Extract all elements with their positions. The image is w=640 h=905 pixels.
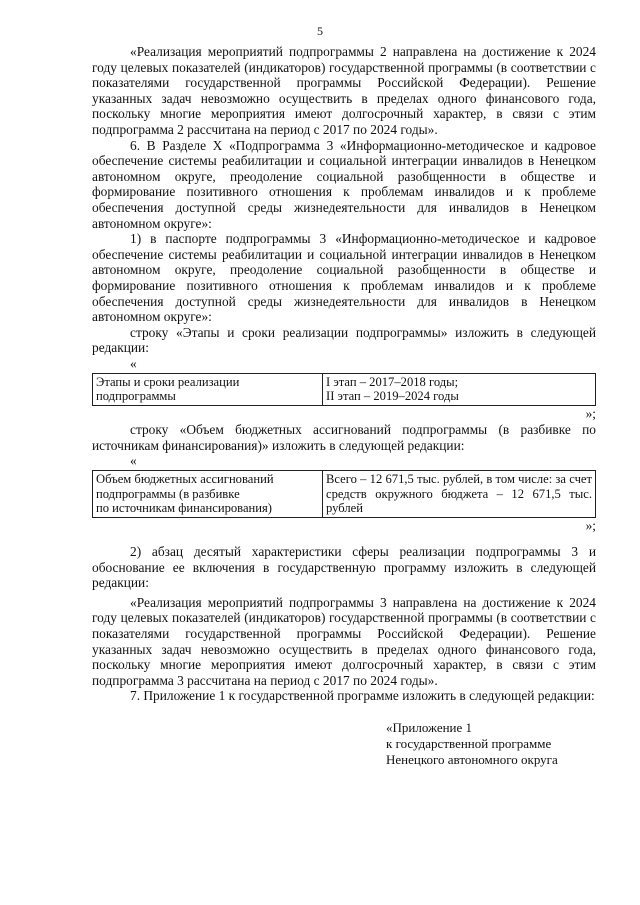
- paragraph-item-6-2: 2) абзац десятый характеристики сферы реализации подпрограммы 3 и обоснование ее включения в государственную программу изложить в следующей редакции:: [92, 544, 596, 591]
- budget-table: [92, 470, 596, 518]
- paragraph-subprogram2-quote: «Реализация мероприятий подпрограммы 2 направлена на достижение к 2024 году целевых показателей (индикаторов) государственной программы (в соответствии с показателями государственной программы Российской Федерации). Решение указанных задач невозможно осуществить в пределах одного финансового года, поскольку многие мероприятия имеют долгосрочный характер, в связи с этим подпрограмма 2 рассчитана на период с 2017 по 2024 годы».: [92, 44, 596, 137]
- appendix-header: [386, 720, 596, 768]
- page-number: 5: [317, 24, 323, 38]
- quote-close: »;: [585, 518, 596, 534]
- stages-table: [92, 373, 596, 406]
- document-body: [92, 44, 596, 768]
- quote-open: «: [130, 453, 137, 469]
- appendix-line: к государственной программе: [386, 735, 552, 751]
- paragraph-stages-row: строку «Этапы и сроки реализации подпрограммы» изложить в следующей редакции:: [92, 324, 596, 356]
- table-row: [93, 471, 596, 518]
- appendix-line: Ненецкого автономного округа: [386, 751, 558, 767]
- paragraph-item-6: 6. В Разделе X «Подпрограмма 3 «Информационно-методическое и кадровое обеспечение системы реабилитации и социальной интеграции инвалидов в Ненецком автономном округе, преодоление социальной разобщенности в обществе и формирование позитивного отношения к проблемам инвалидов и к проблеме обеспечения доступной среды жизнедеятельности для инвалидов в Ненецком автономном округе»:: [92, 137, 596, 231]
- table-cell-value: I этап – 2017–2018 годы; II этап – 2019–2024 годы: [323, 373, 596, 405]
- quote-close: »;: [585, 406, 596, 422]
- table-cell-label: Этапы и сроки реализации подпрограммы: [93, 373, 323, 405]
- table-cell-value: Всего – 12 671,5 тыс. рублей, в том числе: за счет средств окружного бюджета – 12 671,5 тыс. рублей: [323, 471, 596, 518]
- table-row: [93, 373, 596, 405]
- paragraph-budget-row: строку «Объем бюджетных ассигнований подпрограммы (в разбивке по источникам финансирования)» изложить в следующей редакции:: [92, 422, 596, 453]
- paragraph-subprogram3-quote: «Реализация мероприятий подпрограммы 3 направлена на достижение к 2024 году целевых показателей (индикаторов) государственной программы (в соответствии с показателями государственной программы Российской Федерации). Решение указанных задач невозможно осуществить в пределах одного финансового года, поскольку многие мероприятия имеют долгосрочный характер, в связи с этим подпрограмма 3 рассчитана на период с 2017 по 2024 годы».: [92, 594, 596, 688]
- paragraph-item-6-1: 1) в паспорте подпрограммы 3 «Информационно-методическое и кадровое обеспечение системы реабилитации и социальной интеграции инвалидов в Ненецком автономном округе, преодоление социальной разобщенности в обществе и формирование позитивного отношения к проблемам инвалидов и к проблеме обеспечения доступной среды жизнедеятельности для инвалидов в Ненецком автономном округе»:: [92, 231, 596, 325]
- paragraph-item-7: 7. Приложение 1 к государственной программе изложить в следующей редакции:: [130, 688, 595, 704]
- table-cell-label: Объем бюджетных ассигнований подпрограммы (в разбивке по источникам финансирования): [93, 471, 323, 518]
- appendix-line: «Приложение 1: [386, 719, 473, 735]
- quote-open: «: [130, 355, 137, 371]
